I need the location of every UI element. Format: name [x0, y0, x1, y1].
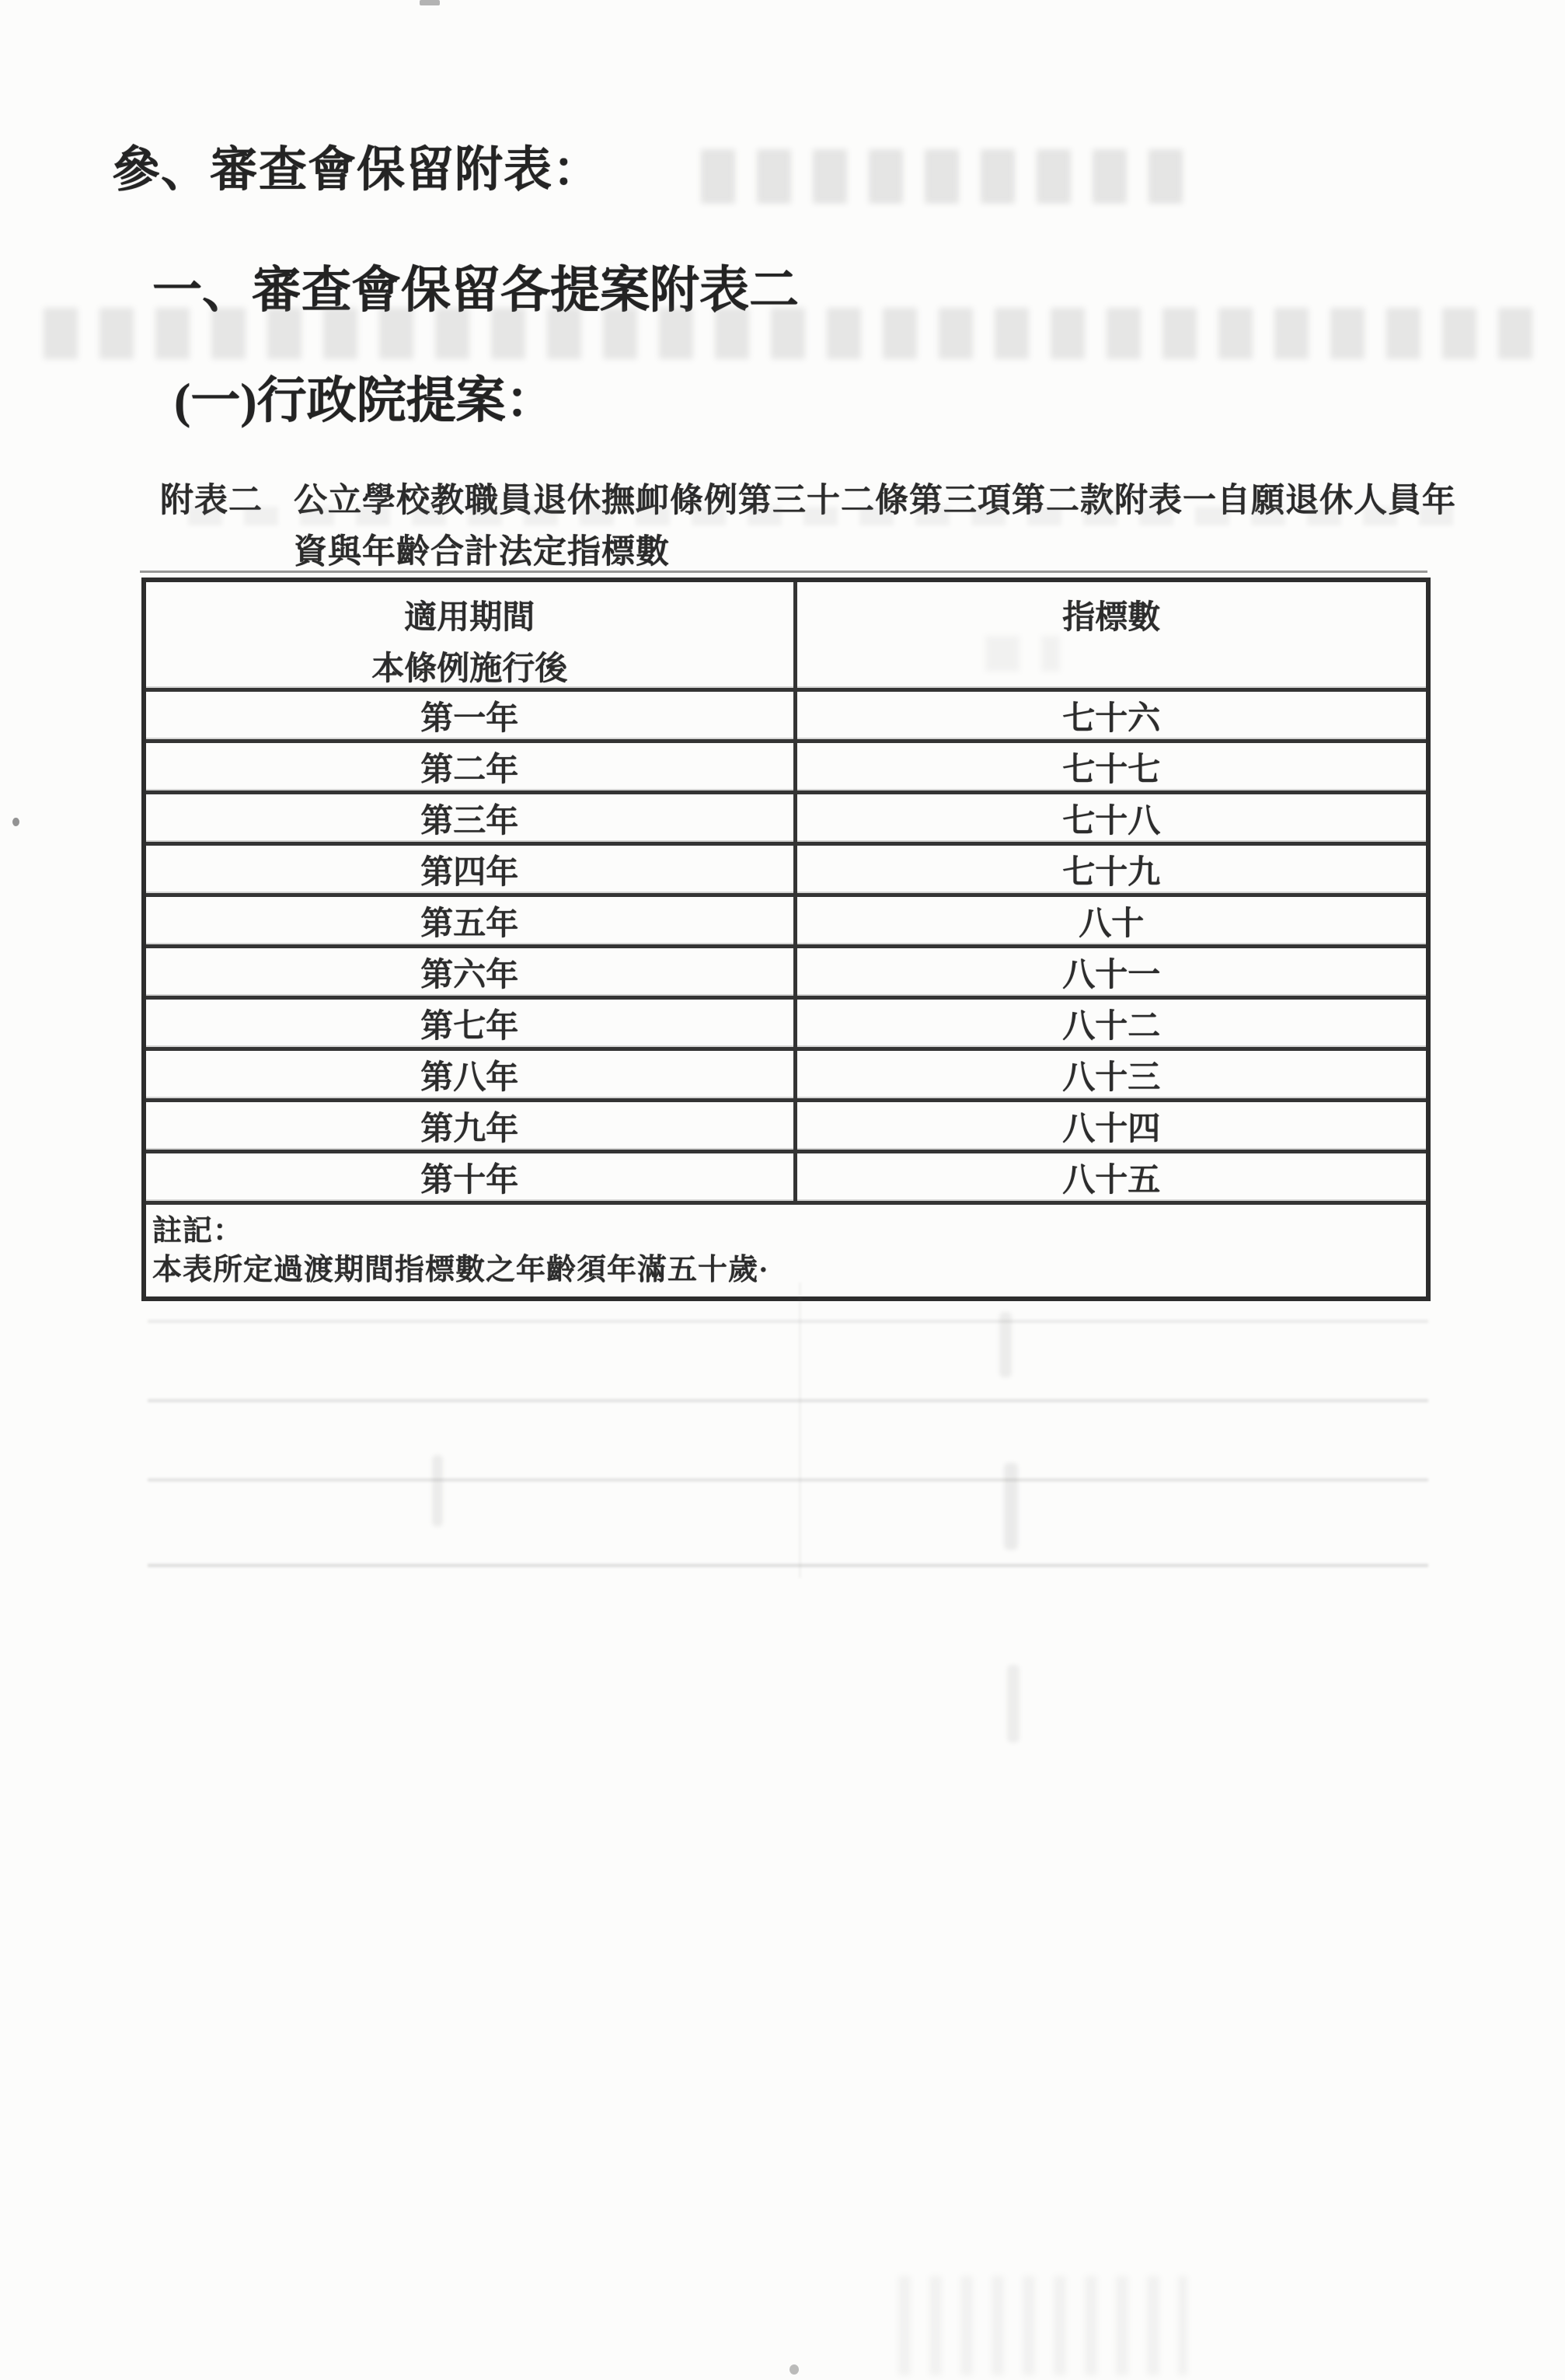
- index-cell: 八十三: [795, 1049, 1428, 1101]
- table-note-cell: [144, 1203, 1428, 1300]
- period-cell: 第四年: [144, 844, 795, 895]
- period-cell: 第一年: [144, 690, 795, 742]
- index-cell: 八十五: [795, 1152, 1428, 1203]
- column-header-period-line1: 適用期間: [404, 600, 535, 636]
- table-row: [144, 895, 1428, 947]
- bleed-through-table-line: [148, 1399, 1428, 1402]
- column-header-period: [144, 580, 795, 690]
- period-cell: 第六年: [144, 947, 795, 998]
- table-row: [144, 844, 1428, 895]
- table-row: [144, 998, 1428, 1049]
- column-header-index-label: 指標數: [1062, 600, 1161, 636]
- bleed-through-smudge-cluster: [898, 2276, 1187, 2375]
- bleed-through-table-line: [148, 1478, 1428, 1481]
- period-cell: 第五年: [144, 895, 795, 947]
- bleed-through-table-divider: [799, 1282, 801, 1578]
- indicator-table-container: [141, 578, 1426, 1301]
- bleed-through-smudge: [1004, 1463, 1018, 1550]
- table-header-row: [144, 580, 1428, 690]
- period-cell: 第七年: [144, 998, 795, 1049]
- table-row: [144, 742, 1428, 793]
- column-header-period-line2: 本條例施行後: [371, 651, 568, 687]
- index-cell: 七十七: [795, 742, 1428, 793]
- index-cell: 七十九: [795, 844, 1428, 895]
- note-label: 註記：: [152, 1215, 244, 1248]
- table-note-row: [144, 1203, 1428, 1300]
- section-heading-level3: (一)行政院提案：: [174, 373, 556, 428]
- index-cell: 八十四: [795, 1101, 1428, 1152]
- section-heading-level2: 一、審查會保留各提案附表二: [152, 263, 799, 318]
- table-row: [144, 1101, 1428, 1152]
- scan-speck: [420, 0, 440, 5]
- table-caption-text: 公立學校教職員退休撫卹條例第三十二條第三項第二款附表一自願退休人員年資與年齡合計法定指標數: [294, 483, 1456, 571]
- table-row: [144, 947, 1428, 998]
- period-cell: 第九年: [144, 1101, 795, 1152]
- period-cell: 第八年: [144, 1049, 795, 1101]
- section-heading-level1: 參、審查會保留附表：: [112, 144, 602, 197]
- table-caption: [160, 476, 1466, 578]
- scan-speck: [12, 818, 19, 826]
- note-text: 本表所定過渡期間指標數之年齡須年滿五十歲·: [152, 1254, 769, 1286]
- table-row: [144, 793, 1428, 844]
- bleed-through-table-line: [148, 1320, 1428, 1323]
- period-cell: 第三年: [144, 793, 795, 844]
- table-row: [144, 690, 1428, 742]
- bleed-through-text-band: [701, 149, 1204, 204]
- indicator-table: [141, 578, 1431, 1301]
- scan-double-line-artifact: [140, 571, 1427, 573]
- period-cell: 第十年: [144, 1152, 795, 1203]
- table-caption-label: 附表二: [160, 483, 263, 519]
- bleed-through-table-line: [148, 1564, 1428, 1567]
- index-cell: 八十一: [795, 947, 1428, 998]
- table-row: [144, 1049, 1428, 1101]
- index-cell: 七十六: [795, 690, 1428, 742]
- column-header-index: [795, 580, 1428, 690]
- scan-speck: [789, 2364, 799, 2375]
- index-cell: 八十: [795, 895, 1428, 947]
- period-cell: 第二年: [144, 742, 795, 793]
- index-cell: 七十八: [795, 793, 1428, 844]
- bleed-through-smudge: [999, 1312, 1012, 1377]
- index-cell: 八十二: [795, 998, 1428, 1049]
- bleed-through-smudge: [1007, 1665, 1020, 1743]
- bleed-through-smudge: [432, 1455, 443, 1527]
- table-row: [144, 1152, 1428, 1203]
